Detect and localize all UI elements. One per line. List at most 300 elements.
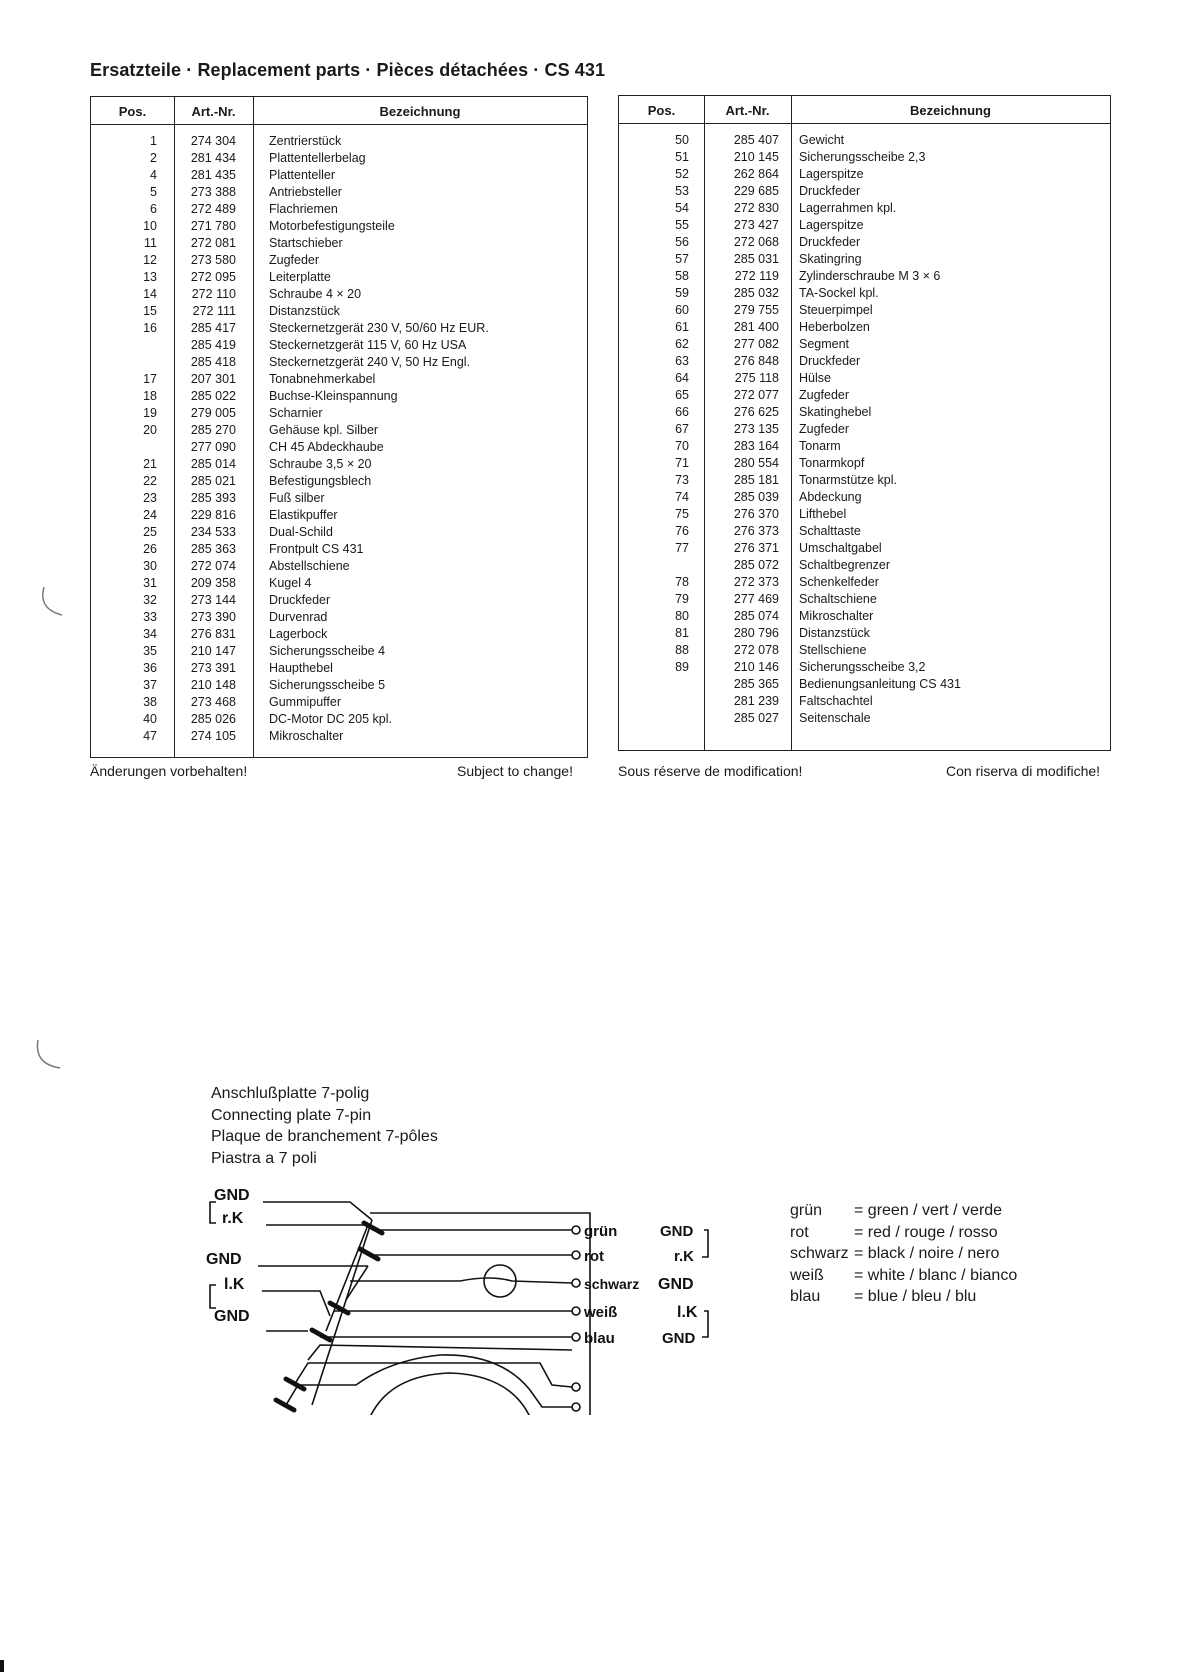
table-cell-desc: Antriebsteller: [269, 185, 342, 199]
table-cell-pos: 50: [675, 133, 689, 147]
table-cell-art: 229 816: [190, 508, 236, 522]
header-desc: Bezeichnung: [910, 103, 991, 118]
table-cell-desc: Seitenschale: [799, 711, 871, 725]
table-cell-art: 283 164: [733, 439, 779, 453]
legend-term: grün: [790, 1202, 823, 1219]
table-cell-desc: Schaltschiene: [799, 592, 877, 606]
legend-meaning: = red / rouge / rosso: [854, 1223, 998, 1241]
table-cell-art: 273 144: [190, 593, 236, 607]
table-row: [91, 456, 587, 473]
table-cell-art: 285 022: [190, 389, 236, 403]
table-cell-desc: Sicherungsscheibe 4: [269, 644, 386, 658]
gnd-trace-1: [263, 1202, 372, 1220]
table-cell-art: 234 533: [190, 525, 236, 539]
table-cell-art: 272 373: [733, 575, 779, 589]
lk-trace: [262, 1291, 330, 1316]
table-body: [619, 132, 1110, 727]
table-cell-pos: 74: [675, 490, 689, 504]
table-row: [91, 643, 587, 660]
rk-bracket: [210, 1202, 216, 1223]
cutout-arc: [370, 1373, 530, 1415]
table-cell-art: 274 304: [190, 134, 236, 148]
table-row: [619, 659, 1110, 676]
table-cell-pos: 32: [143, 593, 157, 607]
pin-label: l.K: [224, 1276, 245, 1293]
table-cell-pos: 70: [675, 439, 689, 453]
table-body: [91, 133, 587, 745]
table-cell-pos: 6: [150, 202, 157, 216]
header-art: Art.-Nr.: [725, 103, 770, 118]
table-cell-art: 285 417: [190, 321, 236, 335]
table-cell-art: 281 400: [733, 320, 779, 334]
table-cell-pos: 47: [143, 729, 157, 743]
table-cell-desc: Buchse-Kleinspannung: [269, 389, 398, 403]
table-cell-pos: 38: [143, 695, 157, 709]
table-cell-art: 280 554: [733, 456, 779, 470]
scan-mark: [0, 1660, 4, 1672]
table-cell-art: 285 419: [190, 338, 236, 352]
table-header: [91, 97, 587, 125]
table-cell-desc: Lagerspitze: [799, 218, 864, 232]
table-row: [91, 728, 587, 745]
table-row: [91, 677, 587, 694]
table-cell-desc: Plattenteller: [269, 168, 336, 182]
table-cell-pos: 89: [675, 660, 689, 674]
table-cell-desc: Flachriemen: [269, 202, 338, 216]
table-row: [91, 303, 587, 320]
table-cell-pos: 63: [675, 354, 689, 368]
table-cell-art: 285 039: [733, 490, 779, 504]
table-cell-desc: Elastikpuffer: [269, 508, 338, 522]
table-cell-pos: 20: [143, 423, 157, 437]
table-cell-art: 276 831: [190, 627, 236, 641]
table-cell-desc: Schaltbegrenzer: [799, 558, 891, 572]
table-cell-pos: 56: [675, 235, 689, 249]
caption-en: Connecting plate 7-pin: [211, 1106, 372, 1124]
table-cell-desc: Kugel 4: [269, 576, 312, 590]
table-cell-desc: Steuerpimpel: [799, 303, 873, 317]
table-cell-desc: CH 45 Abdeckhaube: [269, 440, 384, 454]
table-row: [619, 421, 1110, 438]
table-cell-art: 280 796: [733, 626, 779, 640]
table-cell-desc: Startschieber: [269, 236, 343, 250]
table-cell-art: 272 119: [734, 269, 779, 283]
table-row: [619, 642, 1110, 659]
table-cell-art: 262 864: [733, 167, 779, 181]
table-cell-pos: 35: [143, 644, 157, 658]
wire-label: grün: [584, 1223, 618, 1240]
table-row: [91, 660, 587, 677]
wire-label: schwarz: [584, 1276, 640, 1292]
pad: [276, 1400, 294, 1410]
table-cell-pos: 14: [143, 287, 157, 301]
table-row: [619, 268, 1110, 285]
table-row: [91, 626, 587, 643]
table-row: [619, 472, 1110, 489]
table-cell-art: 274 105: [190, 729, 236, 743]
table-cell-art: 272 077: [733, 388, 779, 402]
table-cell-desc: Schalttaste: [799, 524, 861, 538]
table-row: [91, 558, 587, 575]
table-cell-art: 272 074: [190, 559, 236, 573]
table-row: [91, 592, 587, 609]
table-cell-desc: Druckfeder: [799, 354, 861, 368]
table-row: [91, 388, 587, 405]
signal-label: l.K: [677, 1304, 698, 1321]
table-cell-art: 276 625: [733, 405, 779, 419]
table-cell-art: 285 032: [733, 286, 779, 300]
pin-label: r.K: [222, 1210, 244, 1227]
table-cell-art: 277 082: [733, 337, 779, 351]
table-cell-pos: 61: [675, 320, 689, 334]
table-cell-art: 273 135: [733, 422, 779, 436]
table-row: [619, 676, 1110, 693]
table-cell-desc: Lagerspitze: [799, 167, 864, 181]
table-cell-pos: 25: [143, 525, 157, 539]
table-cell-desc: Abdeckung: [799, 490, 862, 504]
table-cell-desc: Sicherungsscheibe 2,3: [799, 150, 926, 164]
table-cell-art: 272 095: [190, 270, 236, 284]
table-row: [619, 149, 1110, 166]
table-row: [619, 183, 1110, 200]
table-cell-desc: Hülse: [799, 371, 831, 385]
table-cell-pos: 81: [675, 626, 689, 640]
terminal: [572, 1279, 580, 1287]
table-cell-pos: 12: [143, 253, 157, 267]
table-row: [619, 693, 1110, 710]
table-cell-desc: Frontpult CS 431: [269, 542, 364, 556]
table-cell-desc: Zugfeder: [799, 388, 850, 402]
table-row: [619, 217, 1110, 234]
terminal: [572, 1403, 580, 1411]
table-cell-desc: Steckernetzgerät 240 V, 50 Hz Engl.: [269, 355, 471, 369]
table-cell-pos: 15: [143, 304, 157, 318]
table-row: [619, 336, 1110, 353]
table-row: [619, 710, 1110, 727]
header-pos: Pos.: [647, 103, 676, 118]
table-cell-pos: 71: [675, 456, 689, 470]
table-row: [91, 524, 587, 541]
table-cell-art: 279 755: [733, 303, 779, 317]
table-cell-pos: 53: [675, 184, 689, 198]
note-en: Subject to change!: [457, 763, 573, 779]
table-cell-pos: 10: [143, 219, 157, 233]
table-cell-art: 276 371: [733, 541, 779, 555]
table-cell-pos: 17: [143, 372, 157, 386]
legend-term: rot: [790, 1223, 809, 1241]
table-cell-pos: 19: [143, 406, 157, 420]
table-cell-art: 210 145: [733, 150, 779, 164]
table-cell-art: 285 407: [733, 133, 779, 147]
table-cell-art: 272 830: [733, 201, 779, 215]
table-cell-desc: TA-Sockel kpl.: [799, 286, 879, 300]
table-row: [619, 404, 1110, 421]
table-row: [91, 218, 587, 235]
table-cell-pos: 23: [143, 491, 157, 505]
page-title: Ersatzteile · Replacement parts · Pièces détachées · CS 431: [90, 60, 606, 80]
table-cell-art: 273 580: [190, 253, 236, 267]
terminal: [572, 1307, 580, 1315]
table-cell-desc: Zugfeder: [799, 422, 850, 436]
table-cell-desc: Scharnier: [269, 406, 323, 420]
table-row: [91, 252, 587, 269]
table-cell-desc: Mikroschalter: [799, 609, 874, 623]
table-cell-desc: Tonabnehmerkabel: [269, 372, 376, 386]
table-cell-art: 272 111: [192, 304, 236, 318]
table-cell-desc: Haupthebel: [269, 661, 333, 675]
table-row: [619, 489, 1110, 506]
table-cell-art: 285 074: [733, 609, 779, 623]
pad: [286, 1379, 304, 1389]
table-cell-desc: Steckernetzgerät 115 V, 60 Hz USA: [269, 338, 467, 352]
table-cell-desc: Mikroschalter: [269, 729, 344, 743]
table-cell-art: 285 031: [733, 252, 779, 266]
note-de: Änderungen vorbehalten!: [90, 763, 248, 779]
signal-label: r.K: [674, 1248, 695, 1265]
table-cell-pos: 57: [675, 252, 689, 266]
terminal: [572, 1251, 580, 1259]
table-cell-pos: 33: [143, 610, 157, 624]
table-cell-desc: Dual-Schild: [269, 525, 333, 539]
table-row: [619, 591, 1110, 608]
table-cell-desc: Heberbolzen: [799, 320, 870, 334]
table-cell-art: 285 270: [190, 423, 236, 437]
table-cell-art: 285 393: [190, 491, 236, 505]
table-cell-pos: 4: [150, 168, 157, 182]
table-cell-desc: Tonarmkopf: [799, 456, 865, 470]
caption-de: Anschlußplatte 7-polig: [211, 1085, 370, 1102]
table-cell-art: 273 391: [190, 661, 236, 675]
table-cell-pos: 22: [143, 474, 157, 488]
table-cell-desc: Druckfeder: [799, 184, 861, 198]
connector-diagram: [200, 1185, 720, 1415]
table-cell-pos: 5: [150, 185, 157, 199]
table-cell-pos: 60: [675, 303, 689, 317]
table-cell-pos: 51: [675, 150, 689, 164]
note-it: Con riserva di modifiche!: [946, 763, 1101, 779]
scan-mark: [34, 585, 74, 625]
table-cell-art: 209 358: [190, 576, 236, 590]
table-cell-pos: 77: [675, 541, 689, 555]
table-cell-art: 285 072: [733, 558, 779, 572]
table-cell-pos: 58: [675, 269, 689, 283]
table-cell-art: 210 148: [190, 678, 236, 692]
rk-bracket-right: [702, 1230, 708, 1257]
signal-label: GND: [658, 1276, 694, 1293]
table-cell-pos: 67: [675, 422, 689, 436]
table-cell-pos: 13: [143, 270, 157, 284]
table-cell-pos: 24: [143, 508, 157, 522]
table-row: [619, 370, 1110, 387]
table-cell-desc: Zylinderschraube M 3 × 6: [799, 269, 941, 283]
pad: [312, 1330, 330, 1340]
wire-label: rot: [584, 1248, 604, 1265]
table-row: [91, 575, 587, 592]
table-row: [619, 438, 1110, 455]
table-cell-pos: 16: [143, 321, 157, 335]
parts-table-left: [90, 96, 588, 758]
table-cell-art: 285 026: [190, 712, 236, 726]
table-row: [91, 286, 587, 303]
table-cell-desc: Durvenrad: [269, 610, 328, 624]
wire-label: blau: [584, 1330, 615, 1347]
table-cell-pos: 37: [143, 678, 157, 692]
table-cell-desc: Gewicht: [799, 133, 845, 147]
connector-caption: [211, 1083, 438, 1169]
table-cell-desc: Leiterplatte: [269, 270, 331, 284]
table-row: [619, 234, 1110, 251]
table-row: [91, 184, 587, 201]
table-cell-art: 276 373: [733, 524, 779, 538]
table-row: [619, 625, 1110, 642]
table-row: [91, 354, 587, 371]
terminal: [572, 1226, 580, 1234]
terminal: [572, 1383, 580, 1391]
table-cell-desc: Tonarmstütze kpl.: [799, 473, 897, 487]
table-row: [619, 557, 1110, 574]
table-row: [619, 540, 1110, 557]
table-cell-pos: 88: [675, 643, 689, 657]
table-cell-pos: 76: [675, 524, 689, 538]
table-row: [91, 473, 587, 490]
terminal: [572, 1333, 580, 1341]
table-cell-pos: 80: [675, 609, 689, 623]
table-row: [91, 439, 587, 456]
legend-term: schwarz: [790, 1245, 849, 1262]
table-row: [91, 609, 587, 626]
table-header: [619, 96, 1110, 124]
table-cell-art: 273 388: [190, 185, 236, 199]
legend-meaning: = white / blanc / bianco: [854, 1266, 1018, 1284]
table-cell-pos: 64: [675, 371, 689, 385]
table-cell-pos: 21: [143, 457, 157, 471]
table-cell-art: 276 848: [733, 354, 779, 368]
wire-label: weiß: [584, 1304, 618, 1321]
table-cell-pos: 11: [144, 236, 157, 250]
table-cell-art: 285 418: [190, 355, 236, 369]
table-row: [619, 319, 1110, 336]
table-row: [91, 150, 587, 167]
table-cell-desc: Druckfeder: [799, 235, 861, 249]
table-cell-desc: Lifthebel: [799, 507, 847, 521]
table-cell-art: 281 435: [190, 168, 236, 182]
table-cell-art: 272 489: [190, 202, 236, 216]
table-cell-desc: Schraube 4 × 20: [269, 287, 362, 301]
pin-label: GND: [206, 1251, 242, 1268]
table-cell-desc: DC-Motor DC 205 kpl.: [269, 712, 392, 726]
table-cell-desc: Steckernetzgerät 230 V, 50/60 Hz EUR.: [269, 321, 489, 335]
table-cell-pos: 73: [675, 473, 689, 487]
lk-bracket: [210, 1285, 216, 1308]
scan-mark: [30, 1038, 70, 1078]
lk-bracket-right: [702, 1311, 708, 1337]
table-row: [619, 285, 1110, 302]
table-cell-desc: Gehäuse kpl. Silber: [269, 423, 379, 437]
table-cell-art: 210 146: [733, 660, 779, 674]
legend-term: weiß: [790, 1266, 824, 1284]
table-cell-art: 277 469: [733, 592, 779, 606]
table-cell-desc: Umschaltgabel: [799, 541, 882, 555]
pin-label: GND: [214, 1187, 250, 1204]
legend-meaning: = green / vert / verde: [854, 1202, 1003, 1219]
table-cell-desc: Distanzstück: [799, 626, 870, 640]
parts-table-right: [618, 95, 1111, 751]
header-desc: Bezeichnung: [379, 104, 461, 119]
table-cell-art: 279 005: [190, 406, 236, 420]
table-row: [619, 608, 1110, 625]
table-cell-pos: 52: [675, 167, 689, 181]
table-row: [619, 200, 1110, 217]
table-cell-art: 210 147: [190, 644, 236, 658]
table-cell-pos: 62: [675, 337, 689, 351]
header-art: Art.-Nr.: [191, 104, 236, 119]
pin-label: GND: [214, 1308, 250, 1325]
table-cell-desc: Tonarm: [799, 439, 841, 453]
table-cell-pos: 65: [675, 388, 689, 402]
table-cell-desc: Druckfeder: [269, 593, 331, 607]
table-cell-pos: 75: [675, 507, 689, 521]
table-row: [91, 541, 587, 558]
table-cell-desc: Skatingring: [799, 252, 862, 266]
table-cell-pos: 26: [143, 542, 157, 556]
table-cell-art: 271 780: [190, 219, 236, 233]
table-row: [91, 371, 587, 388]
table-cell-art: 285 021: [190, 474, 236, 488]
table-cell-pos: 36: [143, 661, 157, 675]
table-row: [91, 694, 587, 711]
table-cell-desc: Zugfeder: [269, 253, 320, 267]
table-cell-pos: 18: [143, 389, 157, 403]
table-row: [619, 353, 1110, 370]
table-row: [91, 269, 587, 286]
caption-it: Piastra a 7 poli: [211, 1149, 317, 1167]
table-row: [91, 201, 587, 218]
table-cell-desc: Stellschiene: [799, 643, 867, 657]
table-cell-desc: Motorbefestigungsteile: [269, 219, 395, 233]
table-cell-art: 285 027: [733, 711, 779, 725]
legend-meaning: = black / noire / nero: [854, 1245, 1000, 1262]
table-cell-art: 272 068: [733, 235, 779, 249]
table-row: [619, 166, 1110, 183]
table-row: [91, 422, 587, 439]
signal-label: GND: [660, 1223, 694, 1240]
table-cell-art: 281 434: [190, 151, 236, 165]
pad: [360, 1249, 378, 1259]
table-cell-desc: Fuß silber: [269, 491, 325, 505]
table-cell-art: 272 081: [190, 236, 236, 250]
table-cell-desc: Plattentellerbelag: [269, 151, 366, 165]
table-cell-desc: Zentrierstück: [269, 134, 342, 148]
table-row: [619, 302, 1110, 319]
table-cell-desc: Sicherungsscheibe 3,2: [799, 660, 926, 674]
trace: [308, 1345, 572, 1360]
table-cell-art: 285 014: [190, 457, 236, 471]
table-cell-pos: 1: [150, 134, 157, 148]
table-row: [619, 132, 1110, 149]
note-fr: Sous réserve de modification!: [618, 763, 803, 779]
table-cell-desc: Gummipuffer: [269, 695, 342, 709]
table-cell-art: 273 427: [733, 218, 779, 232]
table-row: [619, 523, 1110, 540]
table-row: [619, 387, 1110, 404]
table-cell-art: 285 365: [733, 677, 779, 691]
table-row: [91, 711, 587, 728]
table-cell-art: 272 110: [191, 287, 236, 301]
table-cell-art: 272 078: [733, 643, 779, 657]
table-cell-art: 285 363: [190, 542, 236, 556]
table-cell-desc: Befestigungsblech: [269, 474, 372, 488]
table-cell-pos: 34: [143, 627, 157, 641]
